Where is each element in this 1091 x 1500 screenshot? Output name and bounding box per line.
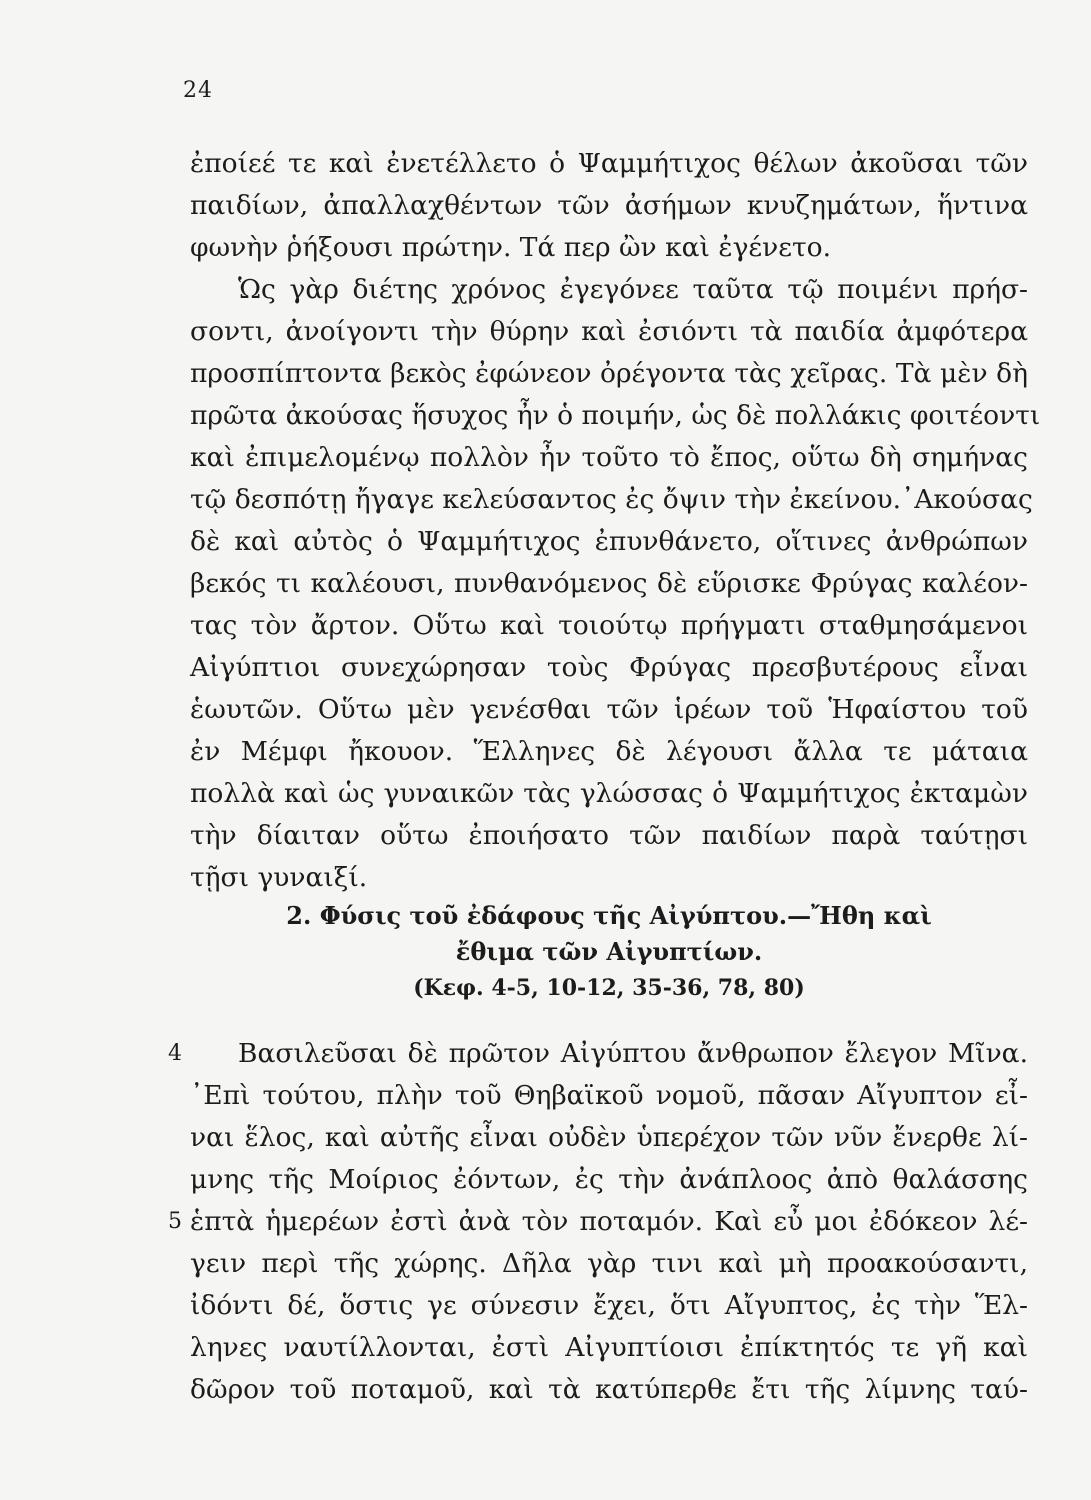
text-line: τῷ δεσπότῃ ἤγαγε κελεύσαντος ἐς ὄψιν τὴν ἐκείνου.᾿Ακούσας (190, 484, 1033, 515)
text-line: τὴν δίαιταν οὕτω ἐποιήσατο τῶν παιδίων παρὰ ταύτῃσι (190, 820, 1028, 851)
text-line: καὶ ἐπιμελομένῳ πολλὸν ἦν τοῦτο τὸ ἔπος, οὕτω δὴ σημήνας (190, 442, 1028, 473)
text-line: πολλὰ καὶ ὡς γυναικῶν τὰς γλώσσας ὁ Ψαμμήτιχος ἐκταμὼν (190, 778, 1028, 809)
margin-chapter-number: 5 (168, 1209, 182, 1234)
text-line: ἐποίεέ τε καὶ ἐνετέλλετο ὁ Ψαμμήτιχος θέλων ἀκοῦσαι τῶν (190, 148, 1028, 179)
section-chapters: (Κεφ. 4-5, 10-12, 35-36, 78, 80) (413, 975, 805, 1001)
text-line: ἑωυτῶν. Οὕτω μὲν γενέσθαι τῶν ἱρέων τοῦ Ἡφαίστου τοῦ (190, 694, 1028, 725)
text-line: πρῶτα ἀκούσας ἥσυχος ἦν ὁ ποιμήν, ὡς δὲ πολλάκις φοιτέοντι (190, 400, 1041, 431)
text-line: φωνὴν ῥήξουσι πρώτην. Τά περ ὢν καὶ ἐγένετο. (190, 232, 832, 263)
text-line: γειν περὶ τῆς χώρης. Δῆλα γὰρ τινι καὶ μὴ προακούσαντι, (190, 1248, 1028, 1279)
margin-chapter-number: 4 (168, 1041, 182, 1066)
text-line: προσπίπτοντα βεκὸς ἐφώνεον ὀρέγοντα τὰς χεῖρας. Τὰ μὲν δὴ (190, 358, 1028, 389)
text-line: ληνες ναυτίλλονται, ἐστὶ Αἰγυπτίοισι ἐπίκτητός τε γῆ καὶ (190, 1332, 1028, 1363)
section-title: ἔθιμα τῶν Αἰγυπτίων. (455, 937, 763, 966)
text-line: τῇσι γυναιξί. (190, 862, 368, 893)
page-number: 24 (183, 78, 213, 103)
text-line: δὲ καὶ αὐτὸς ὁ Ψαμμήτιχος ἐπυνθάνετο, οἵτινες ἀνθρώπων (190, 526, 1028, 557)
text-line: παιδίων, ἀπαλλαχθέντων τῶν ἀσήμων κνυζημάτων, ἥντινα (190, 190, 1028, 221)
text-line: Αἰγύπτιοι συνεχώρησαν τοὺς Φρύγας πρεσβυτέρους εἶναι (190, 652, 1028, 683)
section-title: 2. Φύσις τοῦ ἐδάφους τῆς Αἰγύπτου.—Ἤθη καὶ (286, 901, 932, 930)
text-line: Βασιλεῦσαι δὲ πρῶτον Αἰγύπτου ἄνθρωπον ἔλεγον Μῖνα. (238, 1038, 1028, 1069)
text-line: ἰδόντι δέ, ὅστις γε σύνεσιν ἔχει, ὅτι Αἴγυπτος, ἐς τὴν Ἕλ- (190, 1290, 1028, 1321)
text-line: δῶρον τοῦ ποταμοῦ, καὶ τὰ κατύπερθε ἔτι τῆς λίμνης ταύ- (190, 1374, 1028, 1405)
text-line: Ὡς γὰρ διέτης χρόνος ἐγεγόνεε ταῦτα τῷ ποιμένι πρήσ- (238, 274, 1028, 305)
text-line: σοντι, ἀνοίγοντι τὴν θύρην καὶ ἐσιόντι τὰ παιδία ἀμφότερα (190, 316, 1028, 347)
text-line: ἐν Μέμφι ἤκουον. Ἕλληνες δὲ λέγουσι ἄλλα τε μάταια (190, 736, 1028, 767)
text-line: τας τὸν ἄρτον. Οὕτω καὶ τοιούτῳ πρήγματι σταθμησάμενοι (190, 610, 1028, 641)
text-line: ᾿Επὶ τούτου, πλὴν τοῦ Θηβαϊκοῦ νομοῦ, πᾶσαν Αἴγυπτον εἶ- (190, 1080, 1028, 1111)
text-line: ναι ἕλος, καὶ αὐτῆς εἶναι οὐδὲν ὑπερέχον τῶν νῦν ἔνερθε λί- (190, 1122, 1028, 1153)
text-line: μνης τῆς Μοίριος ἐόντων, ἐς τὴν ἀνάπλοος ἀπὸ θαλάσσης (190, 1164, 1028, 1195)
text-line: ἑπτὰ ἡμερέων ἐστὶ ἀνὰ τὸν ποταμόν. Καὶ εὖ μοι ἐδόκεον λέ- (190, 1206, 1028, 1237)
text-line: βεκός τι καλέουσι, πυνθανόμενος δὲ εὕρισκε Φρύγας καλέον- (190, 568, 1028, 599)
